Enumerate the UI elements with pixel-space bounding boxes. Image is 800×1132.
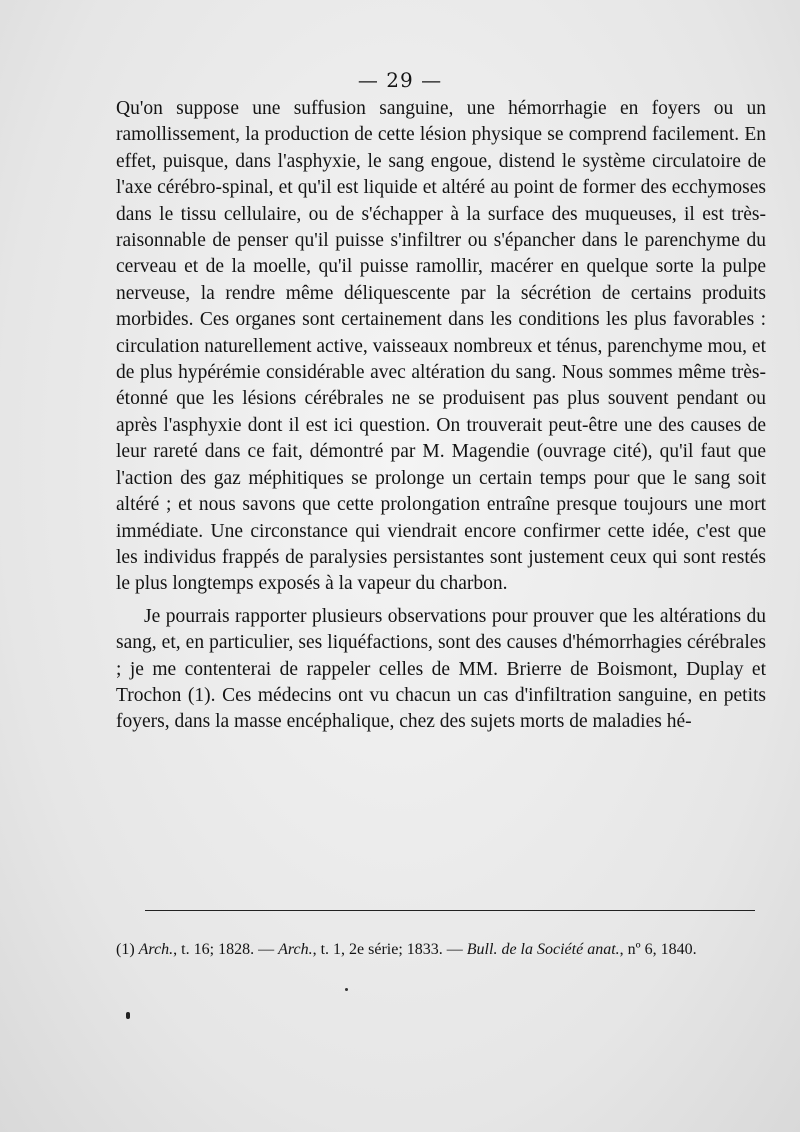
paragraph-1: Qu'on suppose une suffusion sanguine, une hémorrhagie en foyers ou un ramollissement, la production de cette lésion physique se comprend facilement. En effet, puisque, dans l'asphyxie, le sang engoue, distend le système circulatoire de l'axe cérébro-spinal, et qu'il est liquide et altéré au point de former des ecchymoses dans le tissu cellulaire, ou de s'échapper à la surface des muqueuses, il est très-raisonnable de penser qu'il puisse s'infiltrer ou s'épancher dans le parenchyme du cerveau et de la moelle, qu'il puisse ramollir, macérer en quelque sorte la pulpe nerveuse, la rendre même déliquescente par la sécrétion de certains produits morbides. Ces organes sont certainement dans les conditions les plus favorables : circulation naturellement active, vaisseaux nombreux et ténus, parenchyme mou, et de plus hypérémie considérable avec altération du sang. Nous sommes même très-étonné que les lésions cérébrales ne se produisent pas plus souvent pendant ou après l'asphyxie dont il est ici question. On trouverait peut-être une des causes de leur rareté dans ce fait, démontré par M. Magendie (ouvrage cité), qu'il faut que l'action des gaz méphitiques se prolonge un certain temps pour que le sang soit altéré ; et nous savons que cette prolongation entraîne presque toujours une mort immédiate. Une circonstance qui viendrait encore confirmer cette idée, c'est que les individus frappés de paralysies persistantes sont justement ceux qui sont restés le plus longtemps exposés à la vapeur du charbon. xyxy=(116,98,766,595)
ink-speck xyxy=(126,1012,130,1019)
ink-dot xyxy=(345,988,348,991)
footnote-ref-archives-2: Arch. xyxy=(278,941,313,958)
main-text xyxy=(116,96,766,736)
page-number: — 29 — xyxy=(357,68,443,92)
footnote-divider xyxy=(145,910,755,911)
footnote-ref-archives-2-detail: , t. 1, 2e série; 1833. — xyxy=(312,941,467,958)
footnote-ref-archives-1: Arch. xyxy=(138,941,174,958)
footnote-marker: (1) xyxy=(116,941,139,958)
footnote-ref-archives-1-detail: , t. 16; 1828. — xyxy=(173,941,279,958)
paragraph-2: Je pourrais rapporter plusieurs observations pour prouver que les altérations du sang, et, en particulier, ses liquéfactions, sont des causes d'hémorrhagies cérébrales ; je me contenterai de rappeler celles de MM. Brierre de Boismont, Duplay et Trochon (1). Ces médecins ont vu chacun un cas d'infiltration sanguine, en petits foyers, dans la masse encéphalique, chez des sujets morts de maladies hé- xyxy=(116,605,766,733)
footnote xyxy=(116,937,776,963)
footnote-ref-bulletin: Bull. de la Société anat. xyxy=(466,941,620,958)
footnote-ref-bulletin-detail: , nº 6, 1840. xyxy=(619,941,697,958)
